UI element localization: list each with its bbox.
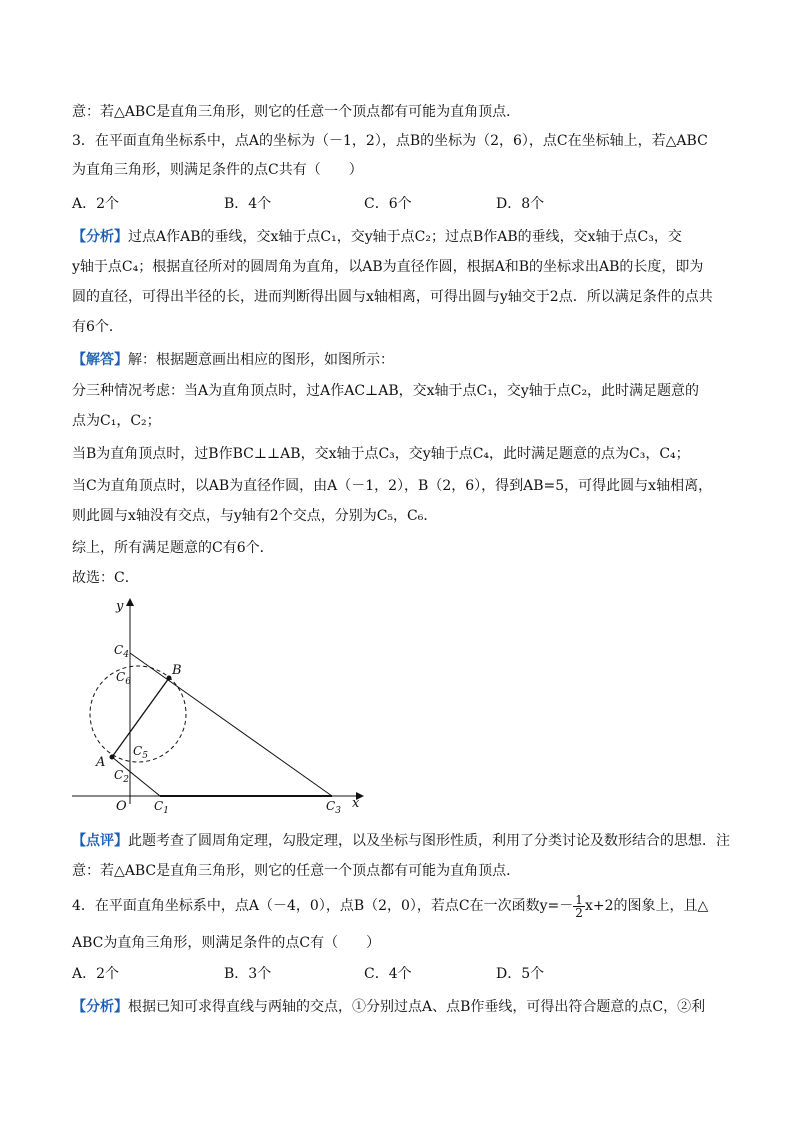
text-line: 意：若△ABC是直角三角形，则它的任意一个顶点都有可能为直角顶点．: [72, 104, 521, 120]
analysis-line-4: 有6个．: [72, 319, 123, 335]
solution-line-5: 当C为直角顶点时，以AB为直径作圆，由A（－1，2），B（2，6），得到AB=5，可得此圆与x轴相离，: [72, 478, 713, 494]
solution-line-3: 点为C₁，C₂；: [72, 413, 161, 429]
solution-line-4: 当B为直角顶点时，过B作BC⊥⊥AB，交x轴于点C₃，交y轴于点C₄，此时满足题意的点为C₃，C₄；: [72, 446, 690, 462]
label-c2: $C_2$: [114, 768, 129, 785]
label-c1: $C_1$: [154, 799, 169, 816]
analysis-line: [72, 227, 682, 247]
comment-line: [72, 831, 730, 851]
analysis-tag: 【分析】: [72, 229, 128, 245]
choice-b: B．3个: [224, 966, 272, 982]
label-x: x: [352, 796, 360, 811]
solution-line-6: 则此圆与x轴没有交点，与y轴有2个交点，分别为C₅，C₆．: [72, 508, 438, 524]
analysis-q4-text: 根据已知可求得直线与两轴的交点，①分别过点A、点B作垂线，可得出符合题意的点C，②利: [128, 999, 706, 1015]
analysis-line-3: 圆的直径，可得出半径的长，进而判断得出圆与x轴相离，可得出圆与y轴交于2点．所以满足条件的点共: [72, 289, 713, 305]
solution-line-8: 故选：C．: [72, 570, 139, 586]
analysis-line-2: y轴于点C₄；根据直径所对的圆周角为直角，以AB为直径作圆，根据A和B的坐标求出AB的长度，即为: [72, 259, 704, 275]
analysis-q4-line: [72, 997, 705, 1017]
solution-line-7: 综上，所有满足题意的C有6个．: [72, 540, 274, 556]
solution-text: 解：根据题意画出相应的图形，如图所示：: [128, 352, 394, 368]
label-c5: $C_5$: [133, 744, 148, 761]
question-4-stem-cont: ABC为直角三角形，则满足条件的点C有（ ）: [72, 935, 381, 951]
choice-c: C．4个: [364, 966, 412, 982]
point-a: [110, 755, 115, 760]
fraction-one-half: $\frac{1}{2}$: [575, 892, 583, 920]
solution-tag: 【解答】: [72, 352, 128, 368]
label-a: A: [96, 755, 106, 770]
question-3-stem-cont: 为直角三角形，则满足条件的点C共有（ ）: [72, 162, 363, 178]
label-b: B: [172, 663, 182, 678]
choice-b: B．4个: [224, 196, 272, 212]
choice-a: A．2个: [72, 196, 120, 212]
point-b: [167, 676, 172, 681]
question-3-stem: 3．在平面直角坐标系中，点A的坐标为（－1，2），点B的坐标为（2，6），点C在坐标轴上，若△ABC: [72, 133, 708, 149]
line-c4-c3: [130, 653, 332, 796]
question-4-stem: 4．在平面直角坐标系中，点A（－4，0），点B（2，0），若点C在一次函数y=－ $\frac{1}{2}$ x+2的图象上，且△: [72, 892, 709, 920]
geometry-diagram: [64, 592, 374, 822]
label-c6: $C_6$: [116, 670, 131, 687]
analysis-text: 过点A作AB的垂线，交x轴于点C₁，交y轴于点C₂；过点B作AB的垂线，交x轴于点C₃，交: [128, 229, 682, 245]
y-axis-arrow: [126, 598, 134, 606]
label-origin: O: [116, 799, 127, 814]
solution-line-2: 分三种情况考虑：当A为直角顶点时，过A作AC⊥AB，交x轴于点C₁，交y轴于点C₂，此时满足题意的: [72, 383, 700, 399]
label-c4: $C_4$: [114, 643, 129, 660]
choice-a: A．2个: [72, 966, 120, 982]
comment-line-2: 意：若△ABC是直角三角形，则它的任意一个顶点都有可能为直角顶点．: [72, 863, 521, 879]
choice-c: C．6个: [364, 196, 412, 212]
label-y: y: [116, 599, 124, 614]
label-c3: $C_3$: [326, 799, 341, 816]
solution-line: [72, 350, 394, 370]
comment-tag: 【点评】: [72, 833, 128, 849]
analysis-q4-tag: 【分析】: [72, 999, 128, 1015]
comment-text: 此题考查了圆周角定理，勾股定理，以及坐标与图形性质，利用了分类讨论及数形结合的思想．注: [128, 833, 730, 849]
choice-d: D．5个: [496, 966, 545, 982]
choice-d: D．8个: [496, 196, 545, 212]
